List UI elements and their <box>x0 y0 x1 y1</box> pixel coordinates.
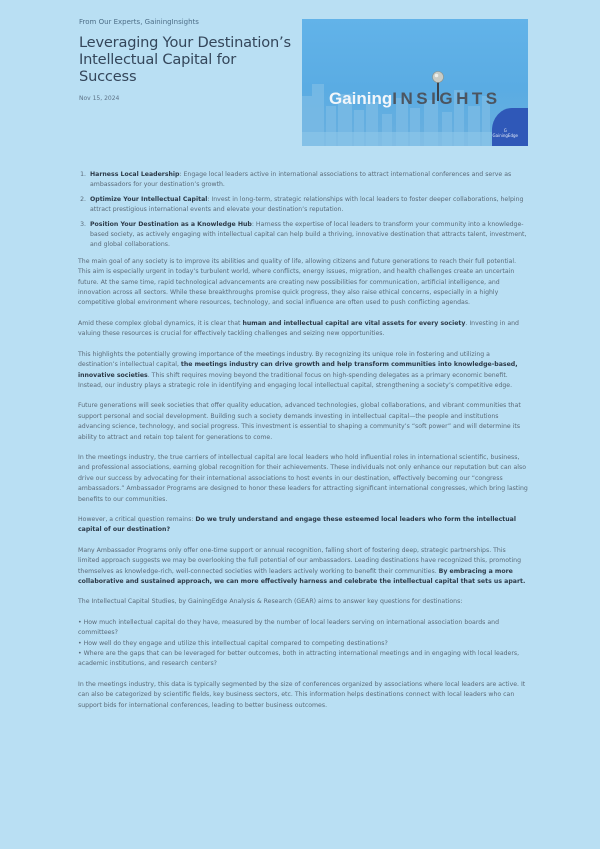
list-item-heading: Position Your Destination as a Knowledge Hub <box>90 220 252 228</box>
list-item-text: : Engage local leaders active in international associations to attract international conferences and serve as ambassadors for your destination’s growth. <box>90 171 512 189</box>
brand-light-text: Gaining <box>329 89 393 108</box>
article-body <box>78 170 528 721</box>
key-points-list <box>78 170 528 251</box>
emphasis-text: the meetings industry can drive growth and help transform communities into knowledge-based, innovative societies <box>78 361 518 379</box>
text: However, a critical question remains: <box>78 515 196 523</box>
paragraph: The main goal of any society is to improve its abilities and quality of life, allowing citizens and future generations to reach their full potential. This aim is especially urgent in today’s turbulent world, where conflicts, energy issues, migration, and health challenges create an uncertain future. At the same time, rapid technological advancements are creating new possibilities for communication, artificial intelligence, and innovation across all sectors. While these breakthroughs promise quick progress, they also raise ethical concerns, especially in a highly competitive global environment where resources, technology, and social influence are often used to push conflicting agendas. <box>78 257 517 307</box>
question-item: • How much intellectual capital do they have, measured by the number of local leaders serving on international association boards and committees? <box>78 618 500 637</box>
text: Amid these complex global dynamics, it is clear that <box>78 319 243 327</box>
paragraph <box>78 515 528 536</box>
brand-dark-text: INSIGHTS <box>392 89 501 108</box>
article-date: Nov 15, 2024 <box>79 95 120 102</box>
text: This highlights the potentially growing importance of the meetings industry. By recognizing its unique role in fostering and utilizing a destination’s intellectual capital, <box>78 350 490 369</box>
question-item: • How well do they engage and utilize this intellectual capital compared to competing destinations? <box>78 639 388 647</box>
article-category: From Our Experts, GainingInsights <box>79 18 199 26</box>
paragraph <box>78 319 528 340</box>
question-item: • Where are the gaps that can be leveraged for better outcomes, both in attracting international meetings and in engaging with local leaders, academic institutions, and research centers? <box>78 650 520 668</box>
emphasis-text: human and intellectual capital are vital assets for every society <box>242 319 466 327</box>
text: Many Ambassador Programs only offer one-time support or annual recognition, falling short of fostering deep, strategic partnerships. This limited approach suggests we may be overlooking the full potential of our ambassadors. Leading destinations have recognized this, promoting themselves as knowledge-rich, well-connected societies with leaders actively working to benefit their communities. <box>78 546 522 575</box>
list-item-heading: Harness Local Leadership <box>90 171 180 178</box>
hero-image <box>302 19 528 146</box>
emphasis-text: By embracing a more collaborative and sustained approach, we can more effectively harness and celebrate the intellectual capital that sets us apart. <box>78 567 526 585</box>
paragraph <box>78 350 528 392</box>
gainingedge-logo-icon: G GainingEdge <box>492 128 518 138</box>
list-item-text: : Invest in long-term, strategic relationships with local leaders to foster deeper collaborations, helping attract prestigious international events and elevate your destination’s reputation. <box>90 195 524 214</box>
paragraph: In the meetings industry, the true carriers of intellectual capital are local leaders who hold influential roles in international scientific, business, and professional associations, earning global recognition for their achievements. These individuals not only enhance our reputation but can also drive our success by advocating for their international associations to host events in our destination, effectively becoming our “congress ambassadors.” Ambassador Programs are designed to honor these leaders for attracting significant international congresses, which bring lasting benefits to our communities. <box>78 453 528 503</box>
badge-label: GainingEdge <box>492 133 518 138</box>
gaining-insights-logo <box>329 89 501 109</box>
questions-list <box>78 618 528 670</box>
paragraph <box>78 546 528 588</box>
paragraph: The Intellectual Capital Studies, by GainingEdge Analysis & Research (GEAR) aims to answer key questions for destinations: <box>78 598 463 606</box>
list-item <box>88 220 528 251</box>
paragraph: Future generations will seek societies that offer quality education, advanced technologies, global collaborations, and vibrant communities that support personal and social development. Building such a society demands investing in intellectual capital—the people and institutions advancing science, technology, and social progress. This investment is essential to shaping a community’s “soft power” and will determine its ability to attract and retain top talent for generations to come. <box>78 402 521 441</box>
list-item-text: : Harness the expertise of local leaders to transform your community into a knowledge-based society, as actively engaging with intellectual capital can help build a thriving, innovative destination that attracts talent, investment, and global collaborations. <box>90 220 527 249</box>
article-title: Leveraging Your Destination’s Intellectual Capital for Success <box>79 34 291 85</box>
article-header <box>79 18 294 102</box>
emphasis-text: Do we truly understand and engage these esteemed local leaders who form the intellectual capital of our destination? <box>78 515 516 534</box>
text: . Investing in and valuing these resources is crucial for effectively tackling challenges and seizing new opportunities. <box>78 319 519 338</box>
paragraph: In the meetings industry, this data is typically segmented by the size of conferences organized by associations where local leaders are active. It can also be categorized by scientific fields, key business sectors, etc. This information helps destinations connect with local leaders who can support bids for international conferences, leading to better business outcomes. <box>78 680 526 709</box>
list-item <box>88 195 528 216</box>
text: . This shift requires moving beyond the traditional focus on high-spending delegates as a primary economic benefit. Instead, our industry plays a strategic role in identifying and engaging local intellectual capital, strengthening a society’s competitive edge. <box>78 371 513 389</box>
list-item <box>88 170 528 191</box>
list-item-heading: Optimize Your Intellectual Capital <box>90 195 208 203</box>
corner-badge <box>492 108 528 146</box>
